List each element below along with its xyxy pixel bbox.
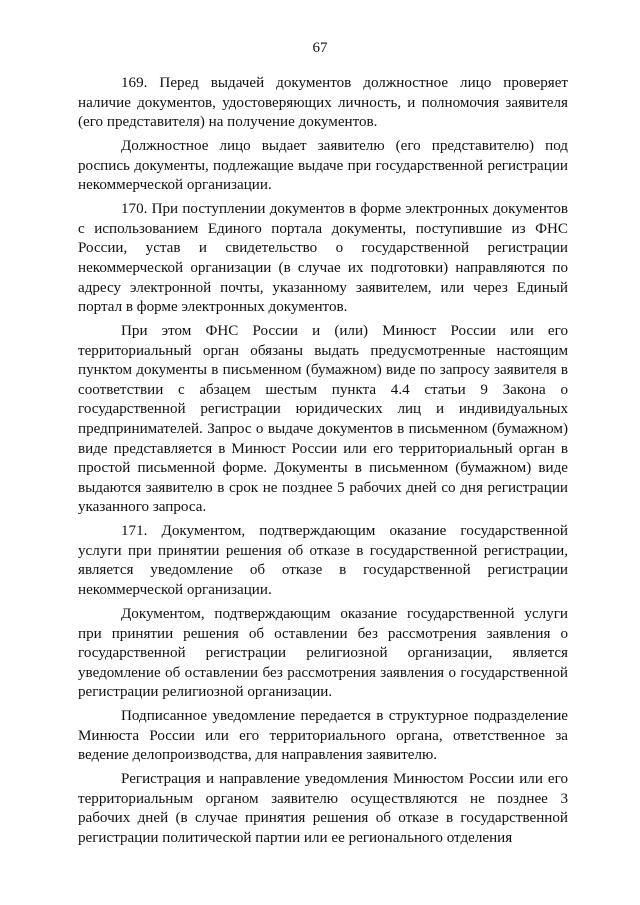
paragraph-170: 170. При поступлении документов в форме электронных документов с использованием Единого портала документы, поступившие из ФНС России, устав и свидетельство о государственной регистрации некоммерческой организации (в случае их подготовки) направляются по адресу электронной почты, указанному заявителем, или через Единый портал в форме электронных документов. xyxy=(78,201,568,316)
paragraph-171-registration: Регистрация и направление уведомления Минюстом России или его территориальным органом заявителю осуществляются не позднее 3 рабочих дней (в случае принятия решения об отказе в государственной регистрации политической партии или ее регионального отделения xyxy=(78,771,568,847)
paragraph-169-issuance: Должностное лицо выдает заявителю (его представителю) под роспись документы, подлежащие выдаче при государственной регистрации некоммерческой организации. xyxy=(78,138,568,194)
page-number: 67 xyxy=(312,40,328,56)
document-body xyxy=(78,74,568,853)
paragraph-169: 169. Перед выдачей документов должностное лицо проверяет наличие документов, удостоверяющих личность, и полномочия заявителя (его представителя) на получение документов. xyxy=(78,75,568,131)
paragraph-171: 171. Документом, подтверждающим оказание государственной услуги при принятии решения об отказе в государственной регистрации, является уведомление об отказе в государственной регистрации некоммерческой организации. xyxy=(78,523,568,599)
paragraph-170-paper-request: При этом ФНС России и (или) Минюст России или его территориальный орган обязаны выдать предусмотренные настоящим пунктом документы в письменном (бумажном) виде по запросу заявителя в соответствии с абзацем шестым пункта 4.4 статьи 9 Закона о государственной регистрации юридических лиц и индивидуальных предпринимателей. Запрос о выдаче документов в письменном (бумажном) виде представляется в Минюст России или его территориальный орган в простой письменной форме. Документы в письменном (бумажном) виде выдаются заявителю в срок не позднее 5 рабочих дней со дня регистрации указанного запроса. xyxy=(78,323,568,516)
paragraph-171-transfer: Подписанное уведомление передается в структурное подразделение Минюста России или его территориального органа, ответственное за ведение делопроизводства, для направления заявителю. xyxy=(78,708,568,764)
paragraph-171-religious: Документом, подтверждающим оказание государственной услуги при принятии решения об оставлении без рассмотрения заявления о государственной регистрации религиозной организации, является уведомление об оставлении без рассмотрения заявления о государственной регистрации религиозной организации. xyxy=(78,605,568,701)
